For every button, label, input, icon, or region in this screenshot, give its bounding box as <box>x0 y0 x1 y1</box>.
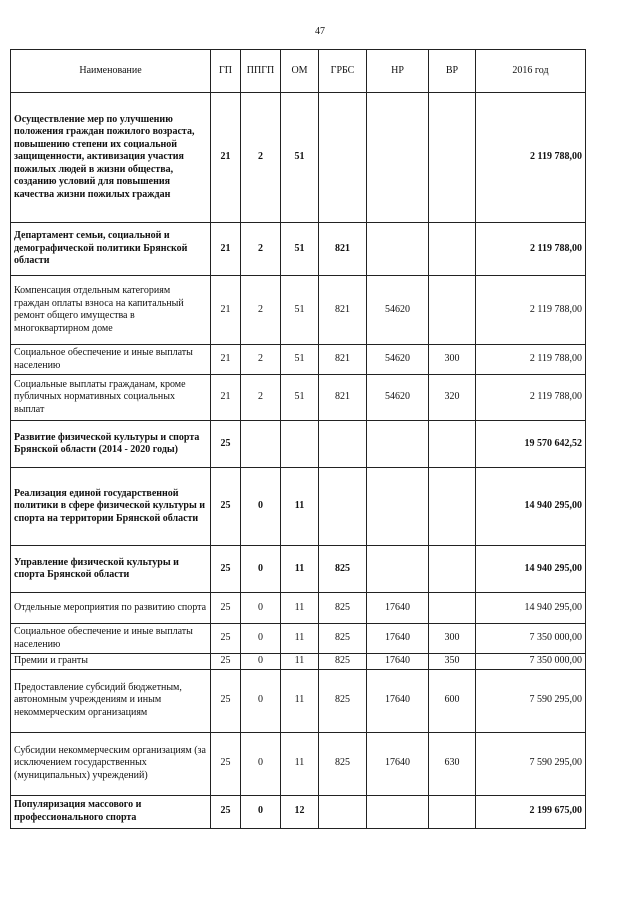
header-row <box>11 50 586 93</box>
row-nr <box>367 795 429 828</box>
budget-table <box>10 49 586 829</box>
row-grbs: 825 <box>319 624 367 654</box>
row-gp: 25 <box>211 654 241 670</box>
row-pgp: 0 <box>241 654 281 670</box>
row-nr <box>367 223 429 276</box>
row-om: 51 <box>281 223 319 276</box>
row-name: Социальное обеспечение и иные выплаты населению <box>11 345 211 375</box>
row-amount: 14 940 295,00 <box>476 546 586 593</box>
row-pgp: 2 <box>241 223 281 276</box>
row-om: 51 <box>281 345 319 375</box>
row-om: 11 <box>281 468 319 546</box>
row-vr <box>429 276 476 345</box>
row-vr <box>429 223 476 276</box>
row-name: Предоставление субсидий бюджетным, автономным учреждениям и иным некоммерческим организациям <box>11 669 211 732</box>
row-om: 51 <box>281 375 319 421</box>
row-name: Отдельные мероприятия по развитию спорта <box>11 593 211 624</box>
row-vr <box>429 421 476 468</box>
row-pgp: 0 <box>241 546 281 593</box>
row-grbs: 821 <box>319 276 367 345</box>
row-om <box>281 421 319 468</box>
table-row <box>11 624 586 654</box>
row-amount: 2 119 788,00 <box>476 345 586 375</box>
row-grbs <box>319 93 367 223</box>
row-amount: 14 940 295,00 <box>476 593 586 624</box>
row-vr: 350 <box>429 654 476 670</box>
row-om: 11 <box>281 669 319 732</box>
row-vr <box>429 593 476 624</box>
header-name: Наименование <box>11 50 211 93</box>
row-name: Развитие физической культуры и спорта Брянской области (2014 - 2020 годы) <box>11 421 211 468</box>
row-grbs: 825 <box>319 669 367 732</box>
row-nr <box>367 468 429 546</box>
row-pgp: 2 <box>241 375 281 421</box>
header-om: ОМ <box>281 50 319 93</box>
row-gp: 25 <box>211 669 241 732</box>
table-row <box>11 375 586 421</box>
row-pgp <box>241 421 281 468</box>
row-name: Социальные выплаты гражданам, кроме публичных нормативных социальных выплат <box>11 375 211 421</box>
row-amount: 7 590 295,00 <box>476 669 586 732</box>
row-pgp: 2 <box>241 93 281 223</box>
row-nr: 54620 <box>367 375 429 421</box>
row-name: Компенсация отдельным категориям граждан оплаты взноса на капитальный ремонт общего имущества в многоквартирном доме <box>11 276 211 345</box>
row-amount: 7 350 000,00 <box>476 624 586 654</box>
row-name: Управление физической культуры и спорта Брянской области <box>11 546 211 593</box>
row-amount: 14 940 295,00 <box>476 468 586 546</box>
row-gp: 25 <box>211 468 241 546</box>
row-gp: 25 <box>211 795 241 828</box>
row-gp: 25 <box>211 421 241 468</box>
row-amount: 2 119 788,00 <box>476 223 586 276</box>
row-grbs: 821 <box>319 345 367 375</box>
row-amount: 7 350 000,00 <box>476 654 586 670</box>
table-row <box>11 468 586 546</box>
row-gp: 21 <box>211 276 241 345</box>
row-nr <box>367 421 429 468</box>
row-grbs <box>319 421 367 468</box>
row-vr <box>429 546 476 593</box>
row-nr <box>367 93 429 223</box>
row-gp: 25 <box>211 732 241 795</box>
row-amount: 2 199 675,00 <box>476 795 586 828</box>
row-amount: 2 119 788,00 <box>476 276 586 345</box>
row-nr: 17640 <box>367 732 429 795</box>
table-row <box>11 669 586 732</box>
row-om: 51 <box>281 93 319 223</box>
row-gp: 21 <box>211 345 241 375</box>
row-vr <box>429 468 476 546</box>
row-om: 11 <box>281 654 319 670</box>
row-grbs: 821 <box>319 223 367 276</box>
row-gp: 25 <box>211 593 241 624</box>
row-name: Реализация единой государственной политики в сфере физической культуры и спорта на территории Брянской области <box>11 468 211 546</box>
row-nr: 17640 <box>367 593 429 624</box>
header-nr: НР <box>367 50 429 93</box>
row-pgp: 0 <box>241 795 281 828</box>
row-om: 51 <box>281 276 319 345</box>
row-grbs <box>319 795 367 828</box>
table-row <box>11 732 586 795</box>
row-name: Осуществление мер по улучшению положения граждан пожилого возраста, повышению степени их социальной защищенности, активизация участия пожилых людей в жизни общества, созданию условий для повышения качества жизни пожилых граждан <box>11 93 211 223</box>
row-amount: 7 590 295,00 <box>476 732 586 795</box>
row-gp: 25 <box>211 624 241 654</box>
row-grbs <box>319 468 367 546</box>
row-name: Департамент семьи, социальной и демографической политики Брянской области <box>11 223 211 276</box>
row-name: Субсидии некоммерческим организациям (за исключением государственных (муниципальных) учреждений) <box>11 732 211 795</box>
row-pgp: 0 <box>241 669 281 732</box>
row-om: 12 <box>281 795 319 828</box>
header-gp: ГП <box>211 50 241 93</box>
table-row <box>11 223 586 276</box>
row-name: Социальное обеспечение и иные выплаты населению <box>11 624 211 654</box>
row-pgp: 2 <box>241 345 281 375</box>
row-vr <box>429 93 476 223</box>
row-nr: 17640 <box>367 624 429 654</box>
row-grbs: 825 <box>319 593 367 624</box>
header-grbs: ГРБС <box>319 50 367 93</box>
header-vr: ВР <box>429 50 476 93</box>
row-nr: 17640 <box>367 669 429 732</box>
row-gp: 21 <box>211 223 241 276</box>
row-pgp: 0 <box>241 624 281 654</box>
row-vr: 300 <box>429 624 476 654</box>
row-amount: 19 570 642,52 <box>476 421 586 468</box>
row-pgp: 0 <box>241 468 281 546</box>
row-pgp: 2 <box>241 276 281 345</box>
row-nr: 54620 <box>367 276 429 345</box>
row-name: Премии и гранты <box>11 654 211 670</box>
row-nr: 54620 <box>367 345 429 375</box>
row-pgp: 0 <box>241 593 281 624</box>
row-vr <box>429 795 476 828</box>
row-amount: 2 119 788,00 <box>476 375 586 421</box>
table-row <box>11 593 586 624</box>
row-grbs: 821 <box>319 375 367 421</box>
header-year: 2016 год <box>476 50 586 93</box>
row-amount: 2 119 788,00 <box>476 93 586 223</box>
row-om: 11 <box>281 593 319 624</box>
table-row <box>11 93 586 223</box>
row-om: 11 <box>281 624 319 654</box>
row-om: 11 <box>281 732 319 795</box>
row-gp: 25 <box>211 546 241 593</box>
row-grbs: 825 <box>319 732 367 795</box>
row-vr: 630 <box>429 732 476 795</box>
table-row <box>11 345 586 375</box>
row-nr: 17640 <box>367 654 429 670</box>
row-nr <box>367 546 429 593</box>
table-row <box>11 795 586 828</box>
page-number: 47 <box>315 26 325 37</box>
table-row <box>11 421 586 468</box>
table-row <box>11 276 586 345</box>
row-vr: 600 <box>429 669 476 732</box>
row-grbs: 825 <box>319 654 367 670</box>
table-row <box>11 654 586 670</box>
header-pgp: ППГП <box>241 50 281 93</box>
row-om: 11 <box>281 546 319 593</box>
row-vr: 300 <box>429 345 476 375</box>
row-pgp: 0 <box>241 732 281 795</box>
row-gp: 21 <box>211 375 241 421</box>
row-gp: 21 <box>211 93 241 223</box>
table-row <box>11 546 586 593</box>
row-grbs: 825 <box>319 546 367 593</box>
row-name: Популяризация массового и профессионального спорта <box>11 795 211 828</box>
row-vr: 320 <box>429 375 476 421</box>
